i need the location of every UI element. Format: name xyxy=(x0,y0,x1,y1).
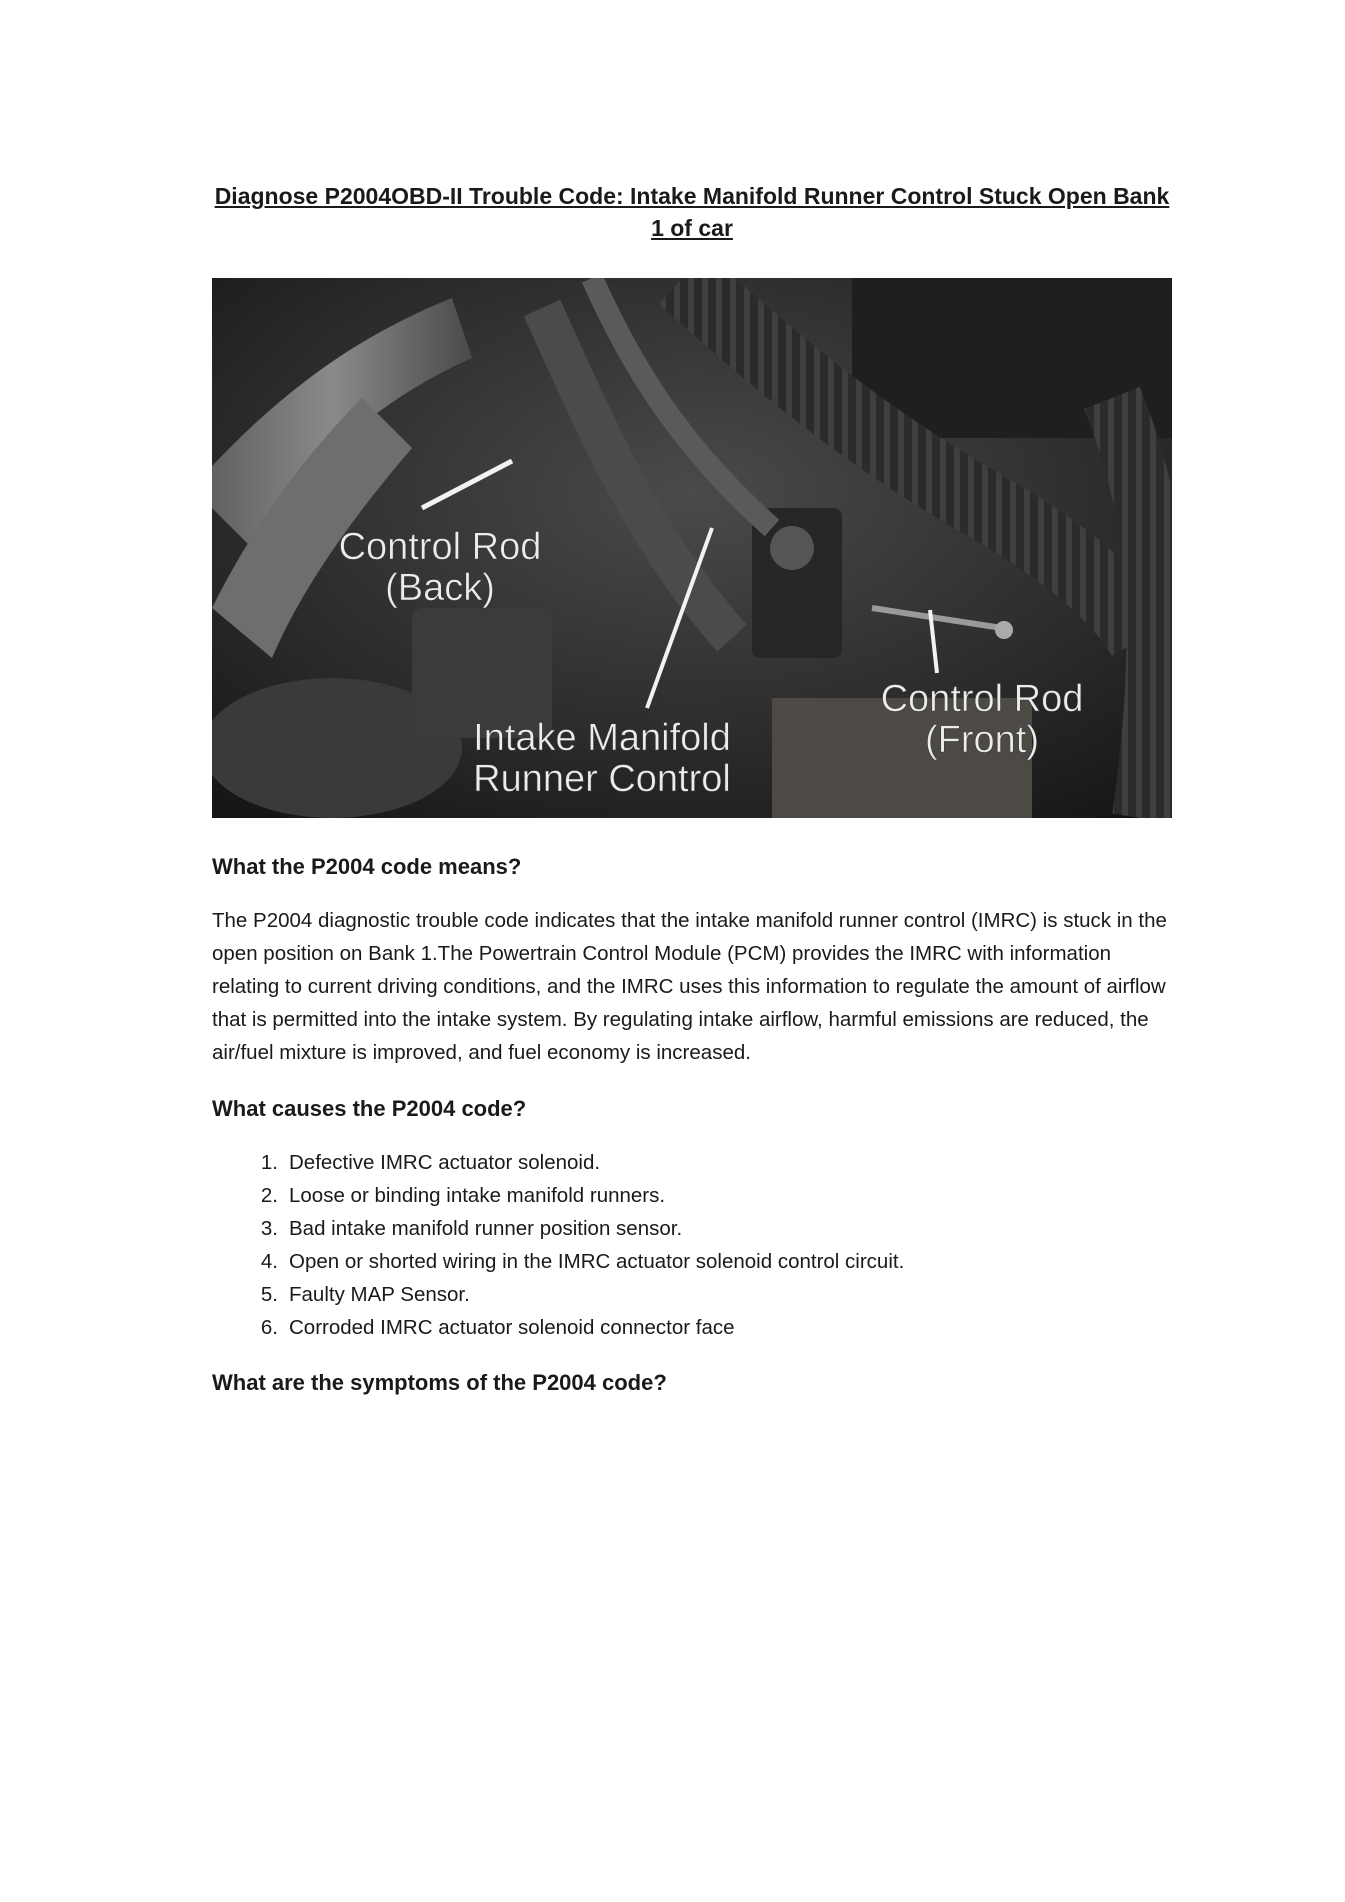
list-item-text: Bad intake manifold runner position sensor. xyxy=(289,1217,683,1240)
list-item-number: 6. xyxy=(260,1316,278,1339)
list-item xyxy=(212,1212,904,1245)
list-item-number: 3. xyxy=(260,1217,278,1240)
label-intake-manifold-line1: Intake Manifold xyxy=(473,717,731,759)
label-control-rod-back-line1: Control Rod xyxy=(338,526,542,568)
list-item-number: 5. xyxy=(260,1283,278,1306)
engine-bay-photo xyxy=(212,278,1172,818)
symptoms-heading: What are the symptoms of the P2004 code? xyxy=(212,1370,667,1395)
list-item xyxy=(212,1146,904,1179)
list-item xyxy=(212,1179,904,1212)
label-control-rod-back-line2: (Back) xyxy=(385,567,495,609)
list-item xyxy=(212,1245,904,1278)
list-item-number: 2. xyxy=(260,1184,278,1207)
list-item-text: Open or shorted wiring in the IMRC actuator solenoid control circuit. xyxy=(289,1250,905,1273)
list-item-text: Loose or binding intake manifold runners. xyxy=(289,1184,666,1207)
causes-list xyxy=(212,1146,904,1344)
list-item-text: Faulty MAP Sensor. xyxy=(289,1283,470,1306)
list-item xyxy=(212,1311,904,1344)
meaning-paragraph: The P2004 diagnostic trouble code indicates that the intake manifold runner control (IMRC) is stuck in the open position on Bank 1.The Powertrain Control Module (PCM) provides the IMRC with information relating to current driving conditions, and the IMRC uses this information to regulate the amount of airflow that is permitted into the intake system. By regulating intake airflow, harmful emissions are reduced, the air/fuel mixture is improved, and fuel economy is increased. xyxy=(212,909,1167,1064)
causes-heading: What causes the P2004 code? xyxy=(212,1096,527,1121)
list-item-text: Defective IMRC actuator solenoid. xyxy=(289,1151,601,1174)
list-item-number: 1. xyxy=(260,1151,278,1174)
document-title: Diagnose P2004OBD-II Trouble Code: Intake Manifold Runner Control Stuck Open Bank 1 of car xyxy=(214,183,1170,241)
list-item-text: Corroded IMRC actuator solenoid connector face xyxy=(289,1316,735,1339)
label-intake-manifold-line2: Runner Control xyxy=(473,758,731,800)
list-item-number: 4. xyxy=(260,1250,278,1273)
list-item xyxy=(212,1278,904,1311)
label-control-rod-front-line1: Control Rod xyxy=(880,678,1084,720)
label-control-rod-front-line2: (Front) xyxy=(925,719,1039,761)
meaning-heading: What the P2004 code means? xyxy=(212,854,522,879)
